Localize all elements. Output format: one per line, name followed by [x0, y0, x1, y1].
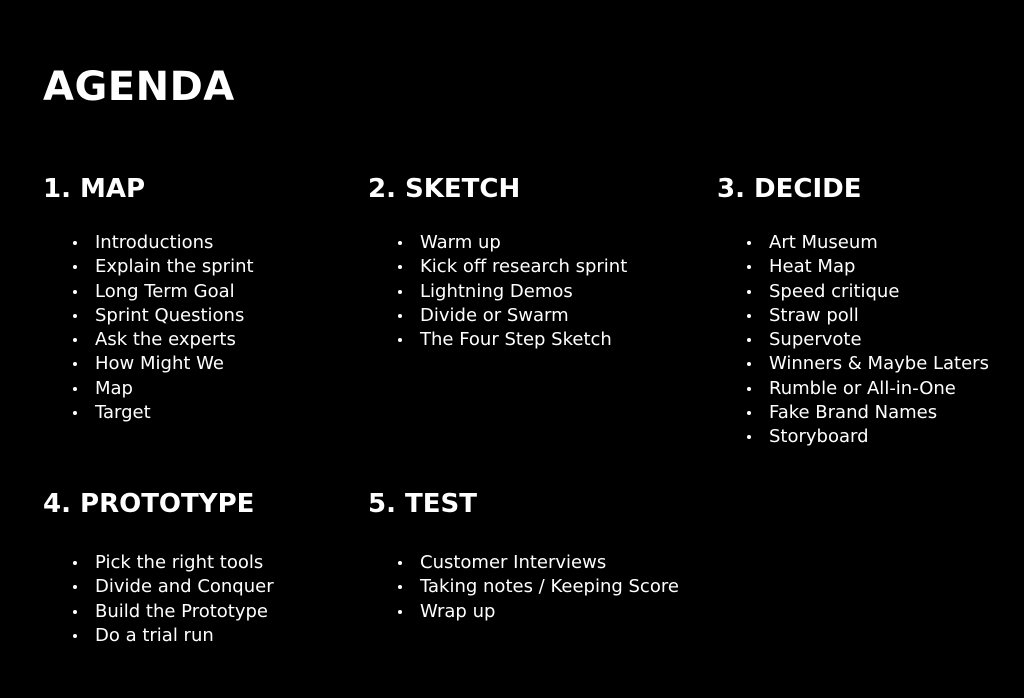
list-item-label: Ask the experts	[95, 329, 236, 351]
section-prototype	[43, 487, 274, 646]
list-item-label: Customer Interviews	[420, 552, 607, 573]
bullet-icon	[398, 265, 402, 269]
agenda-list	[398, 551, 679, 624]
bullet-icon	[747, 362, 751, 366]
list-item-label: Pick the right tools	[95, 552, 264, 573]
bullet-icon	[398, 585, 402, 589]
list-item-label: Taking notes / Keeping Score	[420, 576, 679, 598]
list-item	[73, 401, 254, 425]
list-item	[73, 377, 254, 401]
list-item-label: Sprint Questions	[95, 304, 245, 326]
bullet-icon	[747, 265, 751, 269]
list-item	[747, 280, 989, 304]
list-item	[398, 255, 627, 279]
list-item-label: Divide or Swarm	[420, 304, 569, 326]
agenda-list	[73, 551, 274, 648]
section-decide	[717, 172, 989, 448]
list-item	[73, 328, 254, 352]
bullet-icon	[73, 561, 77, 565]
section-sketch	[368, 172, 628, 351]
bullet-icon	[73, 314, 77, 318]
section-heading: 5. TEST	[368, 489, 477, 519]
bullet-icon	[73, 241, 77, 245]
list-item-label: How Might We	[95, 353, 224, 375]
list-item	[73, 600, 274, 624]
section-heading: 3. DECIDE	[717, 174, 862, 204]
list-item-label: Introductions	[95, 232, 214, 253]
bullet-icon	[73, 610, 77, 614]
list-item-label: Long Term Goal	[95, 280, 235, 302]
list-item-label: Build the Prototype	[95, 600, 269, 622]
list-item	[747, 401, 989, 425]
list-item-label: Do a trial run	[95, 624, 214, 646]
list-item	[747, 304, 989, 328]
bullet-icon	[398, 561, 402, 565]
section-map	[43, 172, 254, 424]
bullet-icon	[73, 338, 77, 342]
bullet-icon	[73, 585, 77, 589]
list-item	[747, 255, 989, 279]
bullet-icon	[398, 610, 402, 614]
list-item-label: Warm up	[420, 232, 501, 253]
bullet-icon	[747, 241, 751, 245]
list-item-label: Explain the sprint	[95, 256, 254, 278]
list-item-label: Straw poll	[769, 304, 859, 326]
list-item-label: The Four Step Sketch	[420, 329, 612, 351]
bullet-icon	[398, 314, 402, 318]
list-item-label: Winners & Maybe Laters	[769, 353, 989, 375]
bullet-icon	[73, 387, 77, 391]
bullet-icon	[73, 411, 77, 415]
list-item-label: Lightning Demos	[420, 280, 573, 302]
section-heading: 4. PROTOTYPE	[43, 489, 255, 519]
list-item	[398, 328, 627, 352]
agenda-list	[398, 231, 627, 352]
list-item	[398, 575, 679, 599]
bullet-icon	[73, 265, 77, 269]
list-item	[73, 255, 254, 279]
list-item-label: Kick off research sprint	[420, 256, 628, 278]
list-item	[73, 352, 254, 376]
list-item-label: Heat Map	[769, 256, 856, 278]
bullet-icon	[73, 290, 77, 294]
agenda-list	[747, 231, 989, 450]
list-item	[747, 352, 989, 376]
list-item-label: Rumble or All-in-One	[769, 377, 956, 399]
bullet-icon	[73, 634, 77, 638]
list-item	[73, 280, 254, 304]
list-item	[73, 304, 254, 328]
list-item-label: Wrap up	[420, 600, 496, 622]
list-item-label: Storyboard	[769, 426, 869, 448]
list-item-label: Map	[95, 377, 133, 399]
list-item	[747, 377, 989, 401]
list-item	[398, 551, 679, 575]
section-test	[368, 487, 679, 622]
list-item	[73, 575, 274, 599]
bullet-icon	[747, 411, 751, 415]
list-item	[398, 231, 627, 255]
bullet-icon	[747, 290, 751, 294]
list-item	[73, 551, 274, 575]
list-item-label: Divide and Conquer	[95, 576, 274, 598]
bullet-icon	[398, 338, 402, 342]
list-item	[398, 600, 679, 624]
bullet-icon	[747, 387, 751, 391]
list-item-label: Supervote	[769, 329, 862, 351]
bullet-icon	[747, 338, 751, 342]
list-item-label: Fake Brand Names	[769, 402, 938, 424]
section-heading: 1. MAP	[43, 174, 146, 204]
list-item	[747, 231, 989, 255]
bullet-icon	[398, 241, 402, 245]
list-item	[398, 280, 627, 304]
list-item	[73, 624, 274, 648]
bullet-icon	[747, 314, 751, 318]
list-item-label: Speed critique	[769, 280, 900, 302]
bullet-icon	[747, 435, 751, 439]
list-item-label: Target	[95, 402, 151, 424]
page-title: AGENDA	[43, 64, 235, 110]
list-item	[747, 328, 989, 352]
bullet-icon	[73, 362, 77, 366]
bullet-icon	[398, 290, 402, 294]
list-item	[73, 231, 254, 255]
list-item	[398, 304, 627, 328]
list-item	[747, 425, 989, 449]
list-item-label: Art Museum	[769, 232, 878, 253]
agenda-list	[73, 231, 254, 425]
section-heading: 2. SKETCH	[368, 174, 521, 204]
